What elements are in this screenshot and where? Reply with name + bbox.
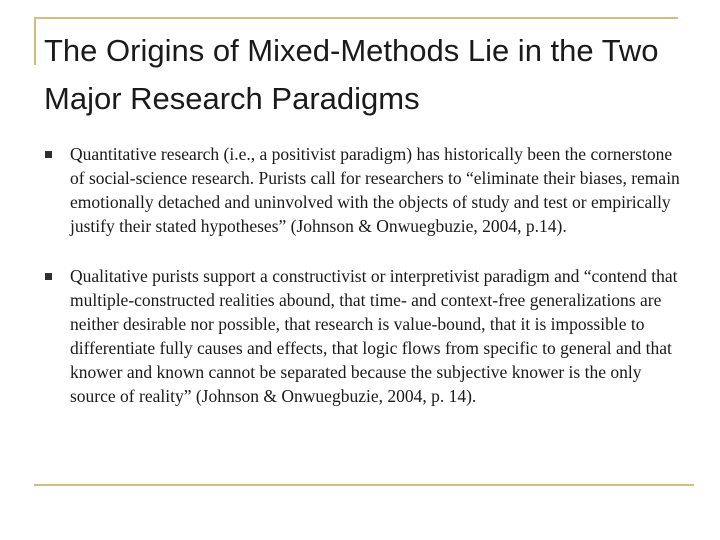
bullet-text-qualitative: Qualitative purists support a constructivist or interpretivist paradigm and “contend that multiple-constructed realities abound, that time- and context-free generalizations are neither desirable nor possible, that research is value-bound, that it is impossible to differentiate fully causes and effects, that logic flows from specific to general and that knower and known cannot be separated because the subjective knower is the only source of reality” (Johnson & Onwuegbuzie, 2004, p. 14). [70,266,678,406]
bullet-text-quantitative: Quantitative research (i.e., a positivist paradigm) has historically been the cornerstone of social-science research. Purists call for researchers to “eliminate their biases, remain emotionally detached and uninvolved with the objects of study and test or empirically justify their stated hypotheses” (Johnson & Onwuegbuzie, 2004, p.14). [70,144,680,236]
bullet-item-qualitative [44,264,684,408]
bullet-list [44,142,684,434]
bullet-item-quantitative [44,142,684,238]
slide-title: The Origins of Mixed-Methods Lie in the Two Major Research Paradigms [44,33,659,116]
title-frame-left-rule [34,17,36,65]
square-bullet-icon [45,151,52,158]
title-frame-top-rule [34,17,678,19]
square-bullet-icon [45,273,52,280]
footer-rule [34,484,694,486]
